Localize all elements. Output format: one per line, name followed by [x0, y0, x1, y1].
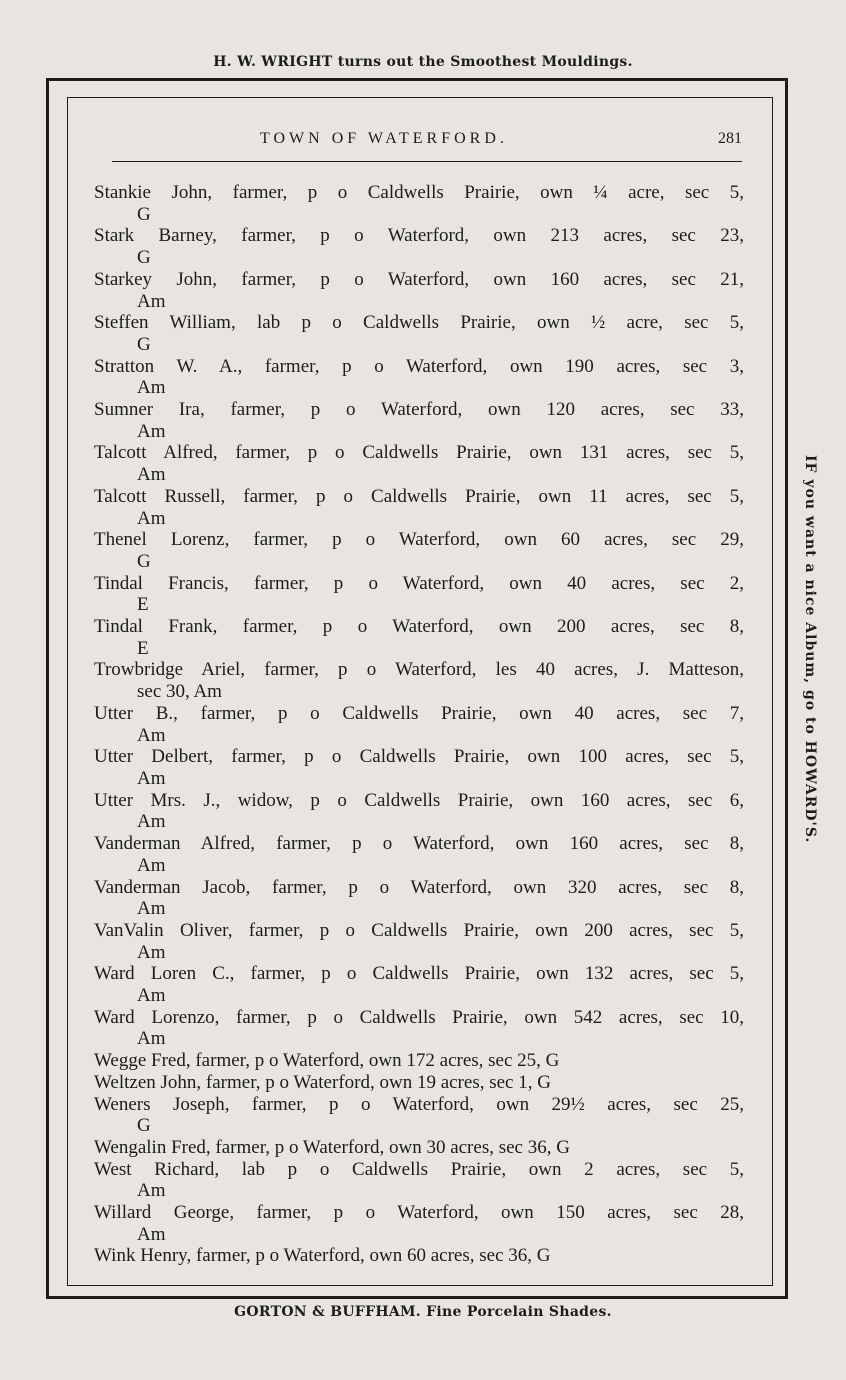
- entry-continuation: Am: [137, 1180, 166, 1202]
- entry-text: Trowbridge Ariel, farmer, p o Waterford, les 40 acres, J. Matteson,: [94, 659, 744, 681]
- entry-continuation: Am: [137, 898, 166, 920]
- page-inner-frame: [67, 97, 773, 1286]
- directory-entry: [94, 573, 744, 616]
- entry-text: Sumner Ira, farmer, p o Waterford, own 120 acres, sec 33,: [94, 399, 744, 421]
- directory-entry: [94, 225, 744, 268]
- entry-continuation: E: [137, 637, 149, 659]
- entry-text: Stark Barney, farmer, p o Waterford, own 213 acres, sec 23,: [94, 225, 744, 247]
- directory-entry: [94, 659, 744, 702]
- directory-entry: [94, 1050, 744, 1072]
- entry-continuation: G: [137, 1115, 151, 1137]
- entry-continuation: Am: [137, 854, 166, 876]
- entry-continuation: Am: [137, 724, 166, 746]
- directory-entry: [94, 529, 744, 572]
- entry-text: Vanderman Alfred, farmer, p o Waterford, own 160 acres, sec 8,: [94, 833, 744, 855]
- directory-entry: [94, 920, 744, 963]
- entry-text: Ward Lorenzo, farmer, p o Caldwells Prairie, own 542 acres, sec 10,: [94, 1006, 744, 1028]
- entry-text: Talcott Russell, farmer, p o Caldwells Prairie, own 11 acres, sec 5,: [94, 485, 744, 507]
- directory-entry: [94, 833, 744, 876]
- entry-text: Utter Delbert, farmer, p o Caldwells Prairie, own 100 acres, sec 5,: [94, 746, 744, 768]
- directory-entry: [94, 399, 744, 442]
- entry-text: Utter B., farmer, p o Caldwells Prairie, own 40 acres, sec 7,: [94, 702, 744, 724]
- entry-text: Talcott Alfred, farmer, p o Caldwells Prairie, own 131 acres, sec 5,: [94, 442, 744, 464]
- entry-continuation: sec 30, Am: [137, 681, 222, 703]
- entry-text: Wegge Fred, farmer, p o Waterford, own 172 acres, sec 25, G: [94, 1050, 560, 1072]
- entry-text: Vanderman Jacob, farmer, p o Waterford, own 320 acres, sec 8,: [94, 876, 744, 898]
- head-rule: [112, 161, 742, 162]
- entry-text: Tindal Francis, farmer, p o Waterford, own 40 acres, sec 2,: [94, 572, 744, 594]
- entry-continuation: Am: [137, 941, 166, 963]
- running-title: TOWN OF WATERFORD.: [260, 130, 508, 147]
- entry-continuation: Am: [137, 811, 166, 833]
- directory-entry: [94, 877, 744, 920]
- entry-text: Stratton W. A., farmer, p o Waterford, own 190 acres, sec 3,: [94, 355, 744, 377]
- directory-entry: [94, 1202, 744, 1245]
- directory-entries: [94, 182, 744, 1267]
- entry-text: Steffen William, lab p o Caldwells Prairie, own ½ acre, sec 5,: [94, 312, 744, 334]
- directory-entry: [94, 442, 744, 485]
- entry-text: Tindal Frank, farmer, p o Waterford, own 200 acres, sec 8,: [94, 616, 744, 638]
- directory-entry: [94, 1245, 744, 1267]
- directory-entry: [94, 616, 744, 659]
- entry-text: Wink Henry, farmer, p o Waterford, own 60 acres, sec 36, G: [94, 1245, 551, 1267]
- page-number: 281: [718, 130, 742, 147]
- directory-entry: [94, 790, 744, 833]
- entry-continuation: G: [137, 333, 151, 355]
- entry-text: West Richard, lab p o Caldwells Prairie, own 2 acres, sec 5,: [94, 1158, 744, 1180]
- entry-text: Stankie John, farmer, p o Caldwells Prairie, own ¼ acre, sec 5,: [94, 182, 744, 203]
- entry-continuation: Am: [137, 290, 166, 312]
- bottom-advertisement: GORTON & BUFFHAM. Fine Porcelain Shades.: [234, 1304, 612, 1320]
- entry-continuation: Am: [137, 767, 166, 789]
- directory-entry: [94, 1159, 744, 1202]
- entry-continuation: G: [137, 247, 151, 269]
- entry-text: Utter Mrs. J., widow, p o Caldwells Prairie, own 160 acres, sec 6,: [94, 789, 744, 811]
- directory-entry: [94, 703, 744, 746]
- entry-continuation: Am: [137, 464, 166, 486]
- directory-entry: [94, 269, 744, 312]
- entry-continuation: Am: [137, 1223, 166, 1245]
- entry-text: Weltzen John, farmer, p o Waterford, own 19 acres, sec 1, G: [94, 1071, 551, 1093]
- entry-text: Wengalin Fred, farmer, p o Waterford, own 30 acres, sec 36, G: [94, 1136, 570, 1158]
- entry-text: Starkey John, farmer, p o Waterford, own 160 acres, sec 21,: [94, 268, 744, 290]
- directory-entry: [94, 356, 744, 399]
- entry-text: Willard George, farmer, p o Waterford, own 150 acres, sec 28,: [94, 1202, 744, 1224]
- directory-entry: [94, 1072, 744, 1094]
- directory-entry: [94, 1137, 744, 1159]
- entry-text: Thenel Lorenz, farmer, p o Waterford, own 60 acres, sec 29,: [94, 529, 744, 551]
- directory-entry: [94, 1007, 744, 1050]
- entry-continuation: E: [137, 594, 149, 616]
- entry-continuation: G: [137, 203, 151, 225]
- directory-entry: [94, 746, 744, 789]
- entry-text: VanValin Oliver, farmer, p o Caldwells Prairie, own 200 acres, sec 5,: [94, 919, 744, 941]
- side-advertisement: IF you want a nice Album, go to HOWARD'S.: [802, 455, 818, 844]
- directory-entry: [94, 486, 744, 529]
- entry-continuation: Am: [137, 507, 166, 529]
- directory-entry: [94, 182, 744, 225]
- entry-continuation: Am: [137, 377, 166, 399]
- entry-continuation: Am: [137, 1028, 166, 1050]
- directory-entry: [94, 1094, 744, 1137]
- entry-text: Weners Joseph, farmer, p o Waterford, own 29½ acres, sec 25,: [94, 1093, 744, 1115]
- entry-continuation: Am: [137, 420, 166, 442]
- top-advertisement: H. W. WRIGHT turns out the Smoothest Mouldings.: [213, 54, 633, 70]
- entry-continuation: G: [137, 550, 151, 572]
- directory-entry: [94, 312, 744, 355]
- page-outer-frame: [46, 78, 788, 1299]
- entry-text: Ward Loren C., farmer, p o Caldwells Prairie, own 132 acres, sec 5,: [94, 963, 744, 985]
- entry-continuation: Am: [137, 985, 166, 1007]
- directory-entry: [94, 963, 744, 1006]
